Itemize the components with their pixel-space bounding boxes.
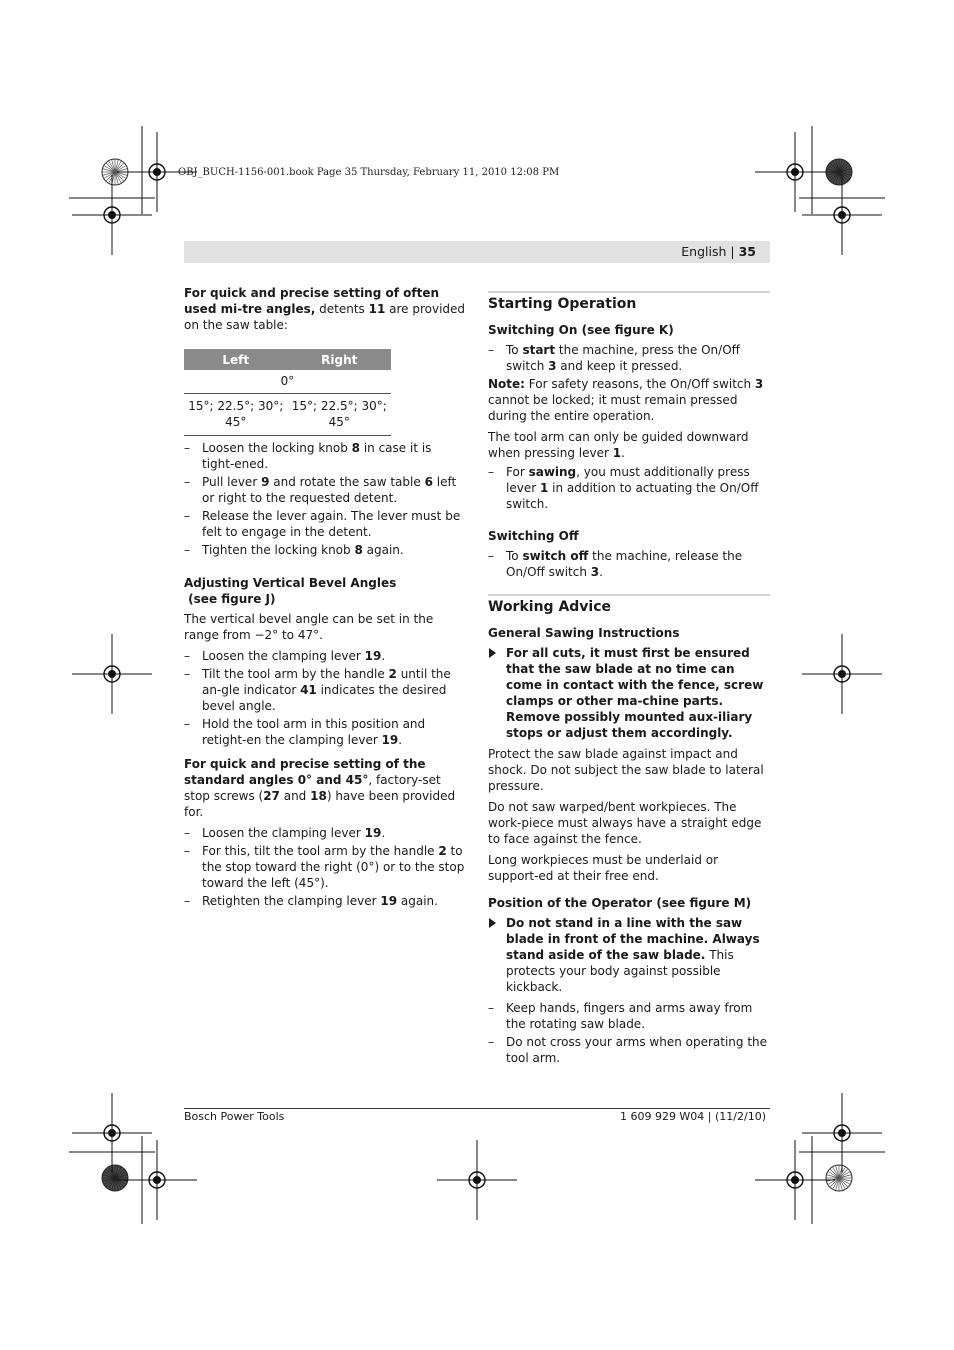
table-left-values: 15°; 22.5°; 30°; 45° [184,394,288,436]
list-item: – Retighten the clamping lever 19 again. [184,893,466,909]
working-advice-heading: Working Advice [488,594,770,616]
list-item: – Loosen the clamping lever 19. [184,648,466,664]
paragraph: Do not saw warped/bent workpieces. The work-piece must always have a straight edge to face against the fence. [488,800,762,846]
header-separator: | [730,244,735,259]
table-right-values: 15°; 22.5°; 30°; 45° [288,394,392,436]
footer-right: 1 609 929 W04 | (11/2/10) [619,1110,766,1123]
left-column [184,285,466,911]
starting-operation-heading: Starting Operation [488,291,770,313]
table-header-left: Left [184,349,288,370]
table-zero-row: 0° [184,370,391,394]
mitre-steps [184,440,466,558]
right-column [488,285,770,1068]
standard-angle-steps [184,825,466,909]
list-item: – Do not cross your arms when operating the tool arm. [488,1034,770,1066]
registration-target [102,1165,128,1191]
bevel-text: The vertical bevel angle can be set in the range from −2° to 47°. [184,612,434,642]
note-text: Note: For safety reasons, the On/Off switch 3 cannot be locked; it must remain pressed during the entire operation. [488,377,764,423]
general-sawing-heading: General Sawing Instructions [488,626,680,640]
bevel-steps [184,648,466,748]
list-item: – Loosen the clamping lever 19. [184,825,466,841]
print-info: OBJ_BUCH-1156-001.book Page 35 Thursday, February 11, 2010 12:08 PM [178,167,560,178]
operator-position-heading: Position of the Operator (see figure M) [488,896,752,910]
list-item: – Tighten the locking knob 8 again. [184,542,466,558]
page-number: 35 [738,244,756,259]
list-item: – For this, tilt the tool arm by the handle 2 to the stop toward the right (0°) or to the stop toward the left (45°). [184,843,466,891]
header-language: English [681,244,727,259]
tool-arm-text: The tool arm can only be guided downward when pressing lever 1. [488,430,749,460]
arrow-icon [489,648,496,658]
list-item: – For sawing, you must additionally press lever 1 in addition to actuating the On/Off switch. [488,464,770,512]
list-item: – To start the machine, press the On/Off switch 3 and keep it pressed. [488,342,770,374]
paragraph: Long workpieces must be underlaid or support-ed at their free end. [488,853,719,883]
switching-on-heading: Switching On (see figure K) [488,323,674,337]
paragraph: Protect the saw blade against impact and shock. Do not subject the saw blade to lateral pressure. [488,747,764,793]
standard-angles-text: For quick and precise setting of the standard angles 0° and 45°, factory-set stop screws (27 and 18) have been provided for. [184,757,456,819]
warning-item: Do not stand in a line with the saw blade in front of the machine. Always stand aside of the saw blade. This protects your body against possible kickback. [488,915,770,995]
bevel-heading: Adjusting Vertical Bevel Angles (see figure J) [184,576,397,606]
footer-left: Bosch Power Tools [184,1110,285,1123]
table-header-right: Right [288,349,392,370]
switching-off-heading: Switching Off [488,529,579,543]
list-item: – Release the lever again. The lever must be felt to engage in the detent. [184,508,466,540]
list-item: – Tilt the tool arm by the handle 2 until the an-gle indicator 41 indicates the desired bevel angle. [184,666,466,714]
list-item: – To switch off the machine, release the On/Off switch 3. [488,548,770,580]
detent-table [184,349,391,436]
registration-target [826,1165,852,1191]
warning-item: For all cuts, it must first be ensured that the saw blade at no time can come in contact with the fence, screw clamps or other ma-chine parts. Remove possibly mounted aux-iliary stops or adjust them accordingly. [488,645,770,741]
list-item: – Hold the tool arm in this position and retight-en the clamping lever 19. [184,716,466,748]
page-header [184,241,770,263]
list-item: – Pull lever 9 and rotate the saw table 6 left or right to the requested detent. [184,474,466,506]
list-item: – Loosen the locking knob 8 in case it is tight-ened. [184,440,466,472]
arrow-icon [489,918,496,928]
mitre-intro: For quick and precise setting of often used mi-tre angles, detents 11 are provided on the saw table: [184,286,466,332]
footer-rule [184,1108,770,1109]
list-item: – Keep hands, fingers and arms away from the rotating saw blade. [488,1000,770,1032]
